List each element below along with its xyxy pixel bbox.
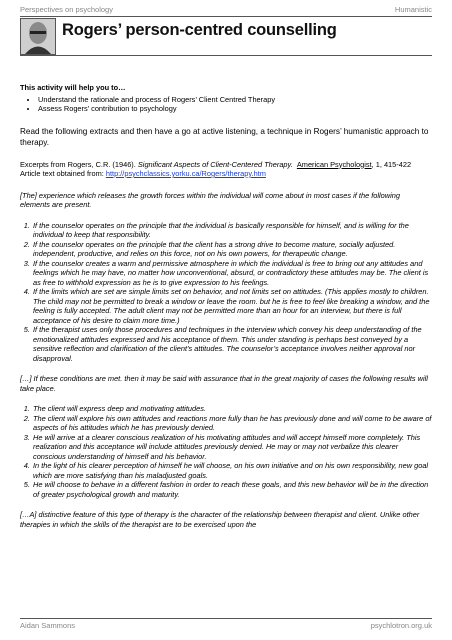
condition-item: 3. If the counselor creates a warm and permissive atmosphere in which the individual is free to bring out any attitudes and feelings which he may have, no matter how unconventional, absurd, or contradictory these attitudes may be. The client is as free to withhold expression as he is to give expression to his feelings. [32,259,432,288]
intro-text: Read the following extracts and then have a go at active listening, a technique in Rogers’ humanistic approach to therapy. [20,126,429,147]
header-rule [20,16,432,17]
ref-prefix: Excerpts from Rogers, C.R. (1946). [20,159,138,169]
title-rule [20,55,432,56]
ref-details: , 1, 415-422 [371,159,412,169]
condition-item: 5. If the therapist uses only those procedures and techniques in the interview which convey his deep understanding of the emotionalized attitudes expressed and his acceptance of them. This under standing is perhaps best conveyed by a sensitive reflection and clarification of the client’s attitudes. The counselor’s acceptance involves neither approval nor disapproval. [32,325,432,363]
ref-obtained: Article text obtained from: [20,169,106,178]
aims-list [20,95,432,114]
results-list [20,404,432,499]
extract-paragraph-2: […] If these conditions are met. then it may be said with assurance that in the great majority of cases the following results will take place. [20,374,428,393]
header-right: Humanistic [394,5,432,14]
source-link[interactable]: http://psychclassics.yorku.ca/Rogers/therapy.htm [105,169,266,178]
result-item: 4. In the light of his clearer perception of himself he will choose, on his own initiative and on his own responsibility, new goal which are more satisfying than his maladjusted goals. [32,461,432,480]
aim-item: • Understand the rationale and process of Rogers’ Client Centred Therapy [38,95,432,105]
result-item: 1. The client will express deep and motivating attitudes. [32,404,432,414]
result-item: 5. He will choose to behave in a different fashion in order to reach these goals, and this new behavior will be in the direction of greater psychological growth and maturity. [32,480,432,499]
header-left: Perspectives on psychology [20,5,113,14]
result-item: 2. The client will explore his own attitudes and reactions more fully than he has previously done and will come to be aware of aspects of his attitudes which he has previously denied. [32,414,432,433]
footer-rule [20,618,432,619]
condition-item: 2. If the counselor operates on the principle that the client has a strong drive to become mature, socially adjusted. independent, productive, and relies on this force, not on his own powers, for therapeutic change. [32,240,432,259]
condition-item: 1. If the counselor operates on the principle that the individual is basically responsible for himself, and is willing for the individual to keep that responsibility. [32,221,432,240]
extract-paragraph-3: […A] distinctive feature of this type of therapy is the character of the relationship between therapist and client. Unlike other therapies in which the skills of the therapist are to be exercised upon the [20,510,420,529]
conditions-list [20,221,432,364]
reference [20,160,432,179]
portrait-photo [20,18,56,55]
ref-article: Significant Aspects of Client-Centered Therapy. [137,159,293,169]
page-footer [20,621,432,630]
ref-journal: American Psychologist [296,159,372,169]
footer-right: psychlotron.org.uk [370,621,432,630]
result-item: 3. He will arrive at a clearer conscious realization of his motivating attitudes and will accept himself more completely. This realization and this acceptance will include attitudes previously denied. He may or may not verbalize this clearer conscious understanding of himself and his behavior. [32,433,432,462]
page-header [20,5,432,14]
page-title: Rogers’ person-centred counselling [62,21,337,39]
document-body [20,83,432,540]
aim-item: • Assess Rogers’ contribution to psychology [38,104,432,114]
condition-item: 4. If the limits which are set are simple limits set on behavior, and not limits set on attitudes. (This applies mostly to children. The child may not be permitted to break a window or leave the room. but he is free to feel like breaking a window, and the feeling is fully accepted. The adult client may not be permitted more than an hour for an interview, but there is full acceptance of his desire to claim more time.) [32,287,432,325]
aims-heading: This activity will help you to… [20,83,126,92]
extract-paragraph-1: [The] experience which releases the growth forces within the individual will come about in most cases if the following elements are present. [20,190,400,209]
footer-left: Aidan Sammons [20,621,76,630]
